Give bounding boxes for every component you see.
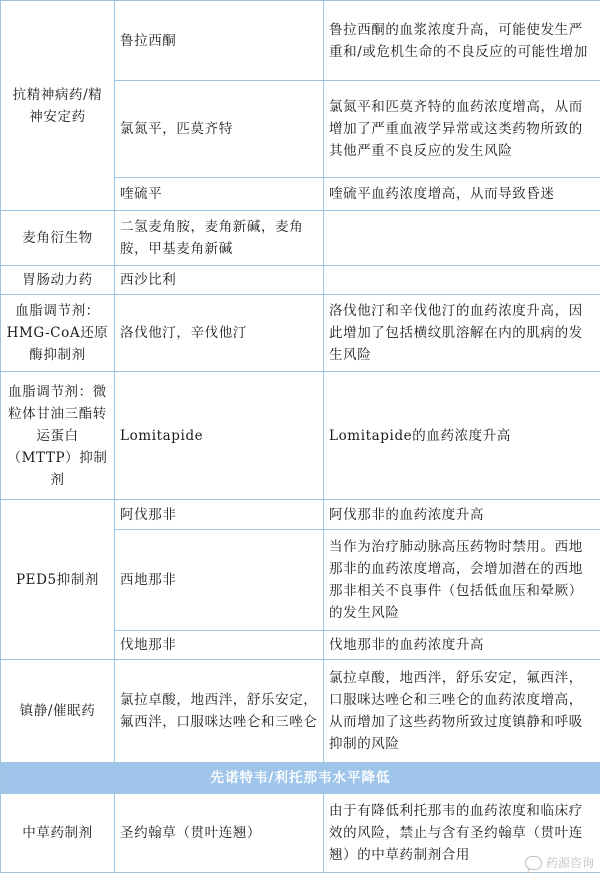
drug-cell: 二氢麦角胺，麦角新碱，麦角胺，甲基麦角新碱 — [115, 211, 324, 266]
drug-cell: 圣约翰草（贯叶连翘） — [115, 794, 324, 873]
effect-cell — [324, 211, 600, 266]
drug-cell: 伐地那非 — [115, 631, 324, 660]
drug-cell: 氯拉卓酸，地西泮，舒乐安定，氟西泮，口服咪达唑仑和三唑仑 — [115, 660, 324, 763]
table-row — [1, 660, 600, 763]
category-cell: 麦角衍生物 — [1, 211, 115, 266]
drug-cell: Lomitapide — [115, 372, 324, 500]
effect-cell: 氯拉卓酸，地西泮，舒乐安定，氟西泮，口服咪达唑仑和三唑仑的血药浓度增高，从而增加了这些药物所致过度镇静和呼吸抑制的风险 — [324, 660, 600, 763]
drug-cell: 氯氮平，匹莫齐特 — [115, 81, 324, 178]
effect-cell — [324, 266, 600, 295]
effect-cell: 鲁拉西酮的血浆浓度升高，可能使发生严重和/或危机生命的不良反应的可能性增加 — [324, 1, 600, 81]
category-cell: 血脂调节剂：微粒体甘油三酯转运蛋白（MTTP）抑制剂 — [1, 372, 115, 500]
table-row — [1, 1, 600, 81]
table-row — [1, 211, 600, 266]
table-row — [1, 794, 600, 873]
section-header-row — [1, 763, 600, 794]
effect-cell: 当作为治疗肺动脉高压药物时禁用。西地那非的血药浓度增高，会增加潜在的西地那非相关不良事件（包括低血压和晕厥）的发生风险 — [324, 530, 600, 631]
category-cell: PED5抑制剂 — [1, 500, 115, 660]
effect-cell: 洛伐他汀和辛伐他汀的血药浓度升高，因此增加了包括横纹肌溶解在内的肌病的发生风险 — [324, 295, 600, 372]
table-row — [1, 500, 600, 530]
effect-cell: 阿伐那非的血药浓度升高 — [324, 500, 600, 530]
table-row — [1, 295, 600, 372]
table-row — [1, 266, 600, 295]
watermark — [525, 854, 594, 871]
drug-cell: 西沙比利 — [115, 266, 324, 295]
effect-cell: 由于有降低利托那韦的血药浓度和临床疗效的风险，禁止与含有圣约翰草（贯叶连翘）的中草药制剂合用 — [324, 794, 600, 873]
watermark-text: 药源咨询 — [545, 856, 594, 870]
effect-cell: 喹硫平血药浓度增高，从而导致昏迷 — [324, 178, 600, 211]
effect-cell: Lomitapide的血药浓度升高 — [324, 372, 600, 500]
drug-cell: 西地那非 — [115, 530, 324, 631]
table-row — [1, 372, 600, 500]
drug-cell: 喹硫平 — [115, 178, 324, 211]
category-cell: 抗精神病药/精神安定药 — [1, 1, 115, 211]
drug-cell: 洛伐他汀，辛伐他汀 — [115, 295, 324, 372]
category-cell: 镇静/催眠药 — [1, 660, 115, 763]
category-cell: 中草药制剂 — [1, 794, 115, 873]
effect-cell: 氯氮平和匹莫齐特的血药浓度增高，从而增加了严重血液学异常或这类药物所致的其他严重不良反应的发生风险 — [324, 81, 600, 178]
drug-cell: 鲁拉西酮 — [115, 1, 324, 81]
category-cell: 胃肠动力药 — [1, 266, 115, 295]
chat-bubble-icon — [525, 856, 542, 870]
section-header: 先诺特韦/利托那韦水平降低 — [1, 763, 600, 794]
category-cell: 血脂调节剂：HMG-CoA还原酶抑制剂 — [1, 295, 115, 372]
drug-cell: 阿伐那非 — [115, 500, 324, 530]
effect-cell: 伐地那非的血药浓度升高 — [324, 631, 600, 660]
